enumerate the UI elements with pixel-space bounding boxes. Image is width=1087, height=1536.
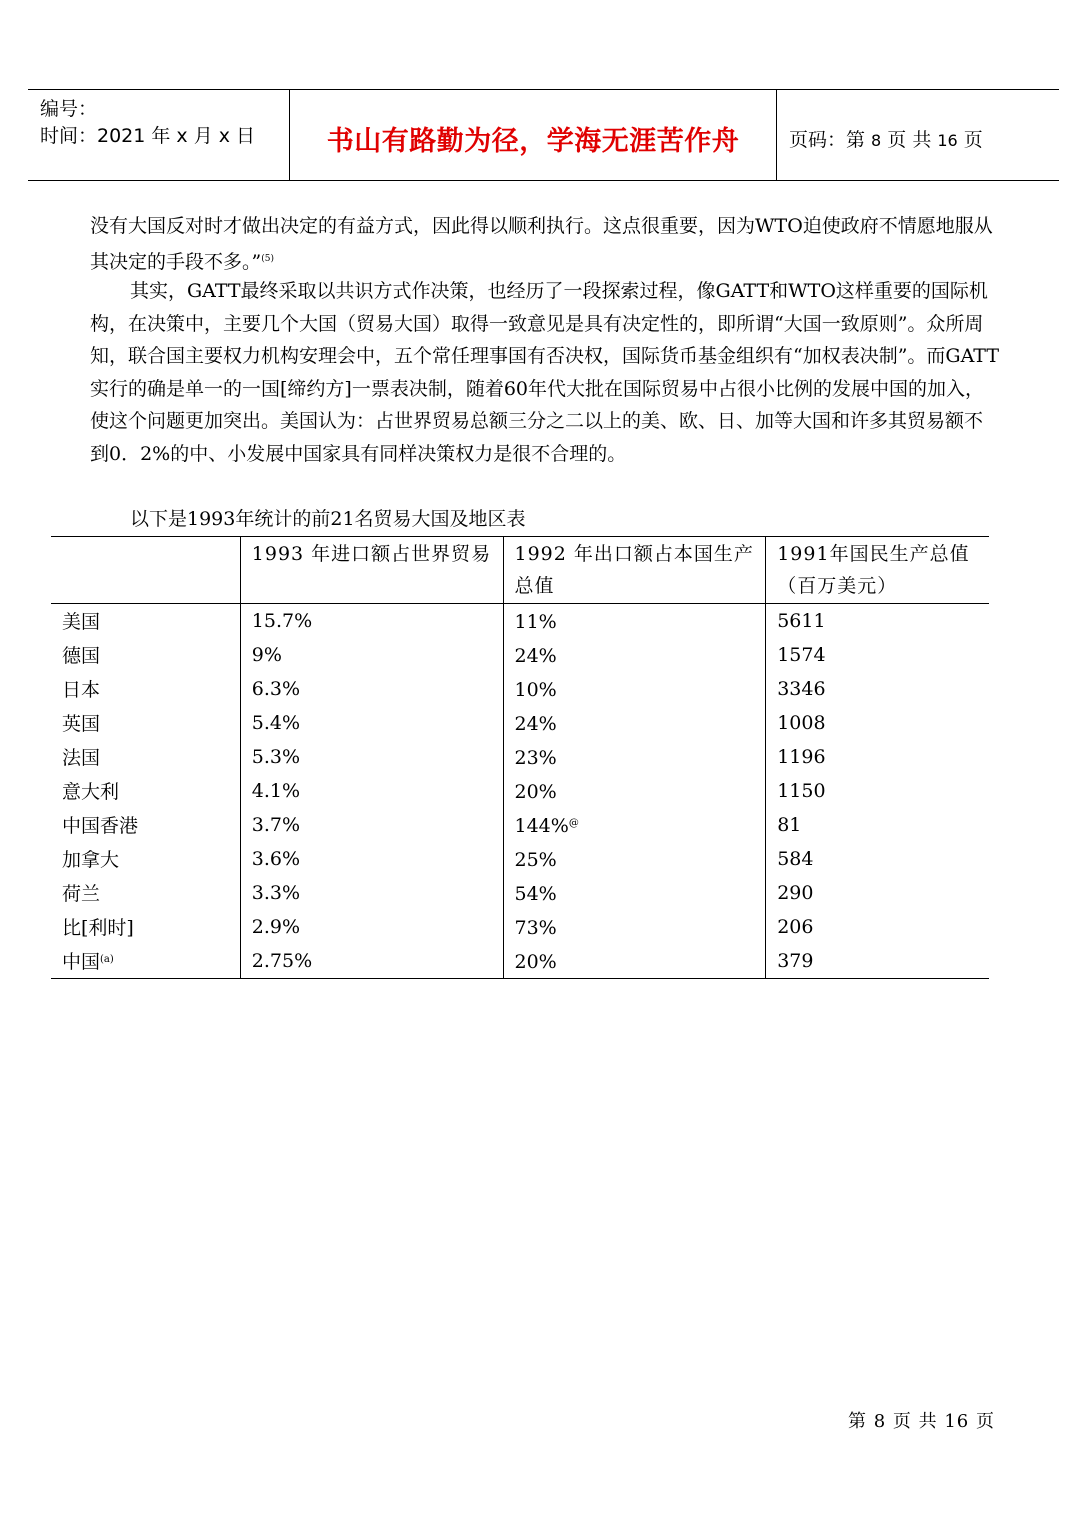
header-import-share: 1993 年进口额占世界贸易: [240, 537, 503, 604]
cell-export-share: 23%: [503, 740, 766, 774]
page-total: 16: [937, 131, 958, 150]
table-header-row: [51, 537, 989, 604]
cell-import-share: 6.3%: [240, 672, 503, 706]
header-gnp: 1991年国民生产总值（百万美元）: [777, 543, 970, 597]
cell-import-share: 2.9%: [240, 910, 503, 944]
cell-import-share: 3.3%: [240, 876, 503, 910]
cell-gnp: 1008: [777, 712, 826, 734]
table-row: [51, 876, 989, 910]
cell-country: 荷兰: [51, 876, 240, 910]
cell-gnp: 81: [777, 814, 802, 836]
header-page-info: [789, 125, 983, 152]
cell-export-share: 10%: [503, 672, 766, 706]
cell-import-share: 2.75%: [240, 944, 503, 979]
header-export-share: 1992 年出口额占本国生产总值: [503, 537, 766, 604]
header-page-cell: [777, 90, 1059, 180]
cell-import-share: 5.4%: [240, 706, 503, 740]
cell-country: 加拿大: [51, 842, 240, 876]
paragraph-1: [90, 210, 1000, 278]
cell-gnp: 5611: [777, 610, 826, 632]
table-row: [51, 672, 989, 706]
cell-export-share: 144%@: [503, 808, 766, 842]
cell-export-share: 24%: [503, 638, 766, 672]
cell-country: 法国: [51, 740, 240, 774]
cell-export-share: 24%: [503, 706, 766, 740]
cell-export-share: 25%: [503, 842, 766, 876]
cell-country: 比[利时]: [51, 910, 240, 944]
paragraph-1-text: 没有大国反对时才做出决定的有益方式，因此得以顺利执行。这点很重要，因为WTO迫使政府不情愿地服从其决定的手段不多。”: [90, 215, 993, 273]
cell-country: 德国: [51, 638, 240, 672]
cell-import-share: 9%: [240, 638, 503, 672]
paragraph-2: [90, 275, 1000, 470]
page-prefix: 页码：第: [789, 129, 872, 151]
page-suffix: 页: [957, 129, 983, 151]
cell-import-share: 3.6%: [240, 842, 503, 876]
header-motto: 书山有路勤为径，学海无涯苦作舟: [326, 126, 740, 157]
page-current: 8: [871, 131, 882, 150]
cell-country: 中国$^{(a)}$: [51, 944, 240, 979]
cell-country: 日本: [51, 672, 240, 706]
cell-export-share: 73%: [503, 910, 766, 944]
document-number-label: 编号：: [40, 98, 98, 120]
footnote-marker: (5): [261, 253, 274, 264]
document-time-label: 时间：2021 年 x 月 x 日: [40, 125, 256, 147]
cell-country: 中国香港: [51, 808, 240, 842]
cell-import-share: 4.1%: [240, 774, 503, 808]
trade-table: [51, 536, 989, 979]
cell-import-share: 5.3%: [240, 740, 503, 774]
cell-export-share: 20%: [503, 774, 766, 808]
cell-export-share: 11%: [503, 604, 766, 639]
cell-export-share: 54%: [503, 876, 766, 910]
table-row: [51, 638, 989, 672]
page-header: [28, 89, 1059, 181]
cell-gnp: 584: [777, 848, 814, 870]
cell-gnp: 1196: [777, 746, 826, 768]
cell-gnp: 3346: [777, 678, 826, 700]
page-mid: 页 共: [881, 129, 938, 151]
cell-gnp: 206: [777, 916, 814, 938]
header-motto-cell: [290, 90, 777, 180]
header-country: [51, 537, 240, 604]
table-caption: 以下是1993年统计的前21名贸易大国及地区表: [130, 508, 526, 530]
cell-gnp: 1574: [777, 644, 826, 666]
table-row: [51, 842, 989, 876]
table-row: [51, 774, 989, 808]
cell-export-share: 20%: [503, 944, 766, 979]
cell-gnp: 290: [777, 882, 814, 904]
table-row: [51, 944, 989, 979]
cell-country: 美国: [51, 604, 240, 639]
table-row: [51, 910, 989, 944]
page-footer: 第 8 页 共 16 页: [848, 1411, 995, 1432]
table-row: [51, 808, 989, 842]
cell-import-share: 3.7%: [240, 808, 503, 842]
cell-import-share: 15.7%: [240, 604, 503, 639]
cell-gnp: 1150: [777, 780, 826, 802]
table-row: [51, 706, 989, 740]
paragraph-2-text: 其实，GATT最终采取以共识方式作决策，也经历了一段探索过程，像GATT和WTO这样重要的国际机构，在决策中，主要几个大国（贸易大国）取得一致意见是具有决定性的，即所谓“大国一致原则”。众所周知，联合国主要权力机构安理会中，五个常任理事国有否决权，国际货币基金组织有“加权表决制”。而GATT实行的确是单一的一国[缔约方]一票表决制，随着60年代大批在国际贸易中占很小比例的发展中国的加入，使这个问题更加突出。美国认为：占世界贸易总额三分之二以上的美、欧、日、加等大国和许多其贸易额不到0．2%的中、小发展中国家具有同样决策权力是很不合理的。: [90, 280, 999, 465]
table-row: [51, 740, 989, 774]
cell-country: 意大利: [51, 774, 240, 808]
table-row: [51, 604, 989, 639]
header-meta-cell: [28, 90, 290, 180]
cell-country: 英国: [51, 706, 240, 740]
cell-gnp: 379: [777, 950, 814, 972]
